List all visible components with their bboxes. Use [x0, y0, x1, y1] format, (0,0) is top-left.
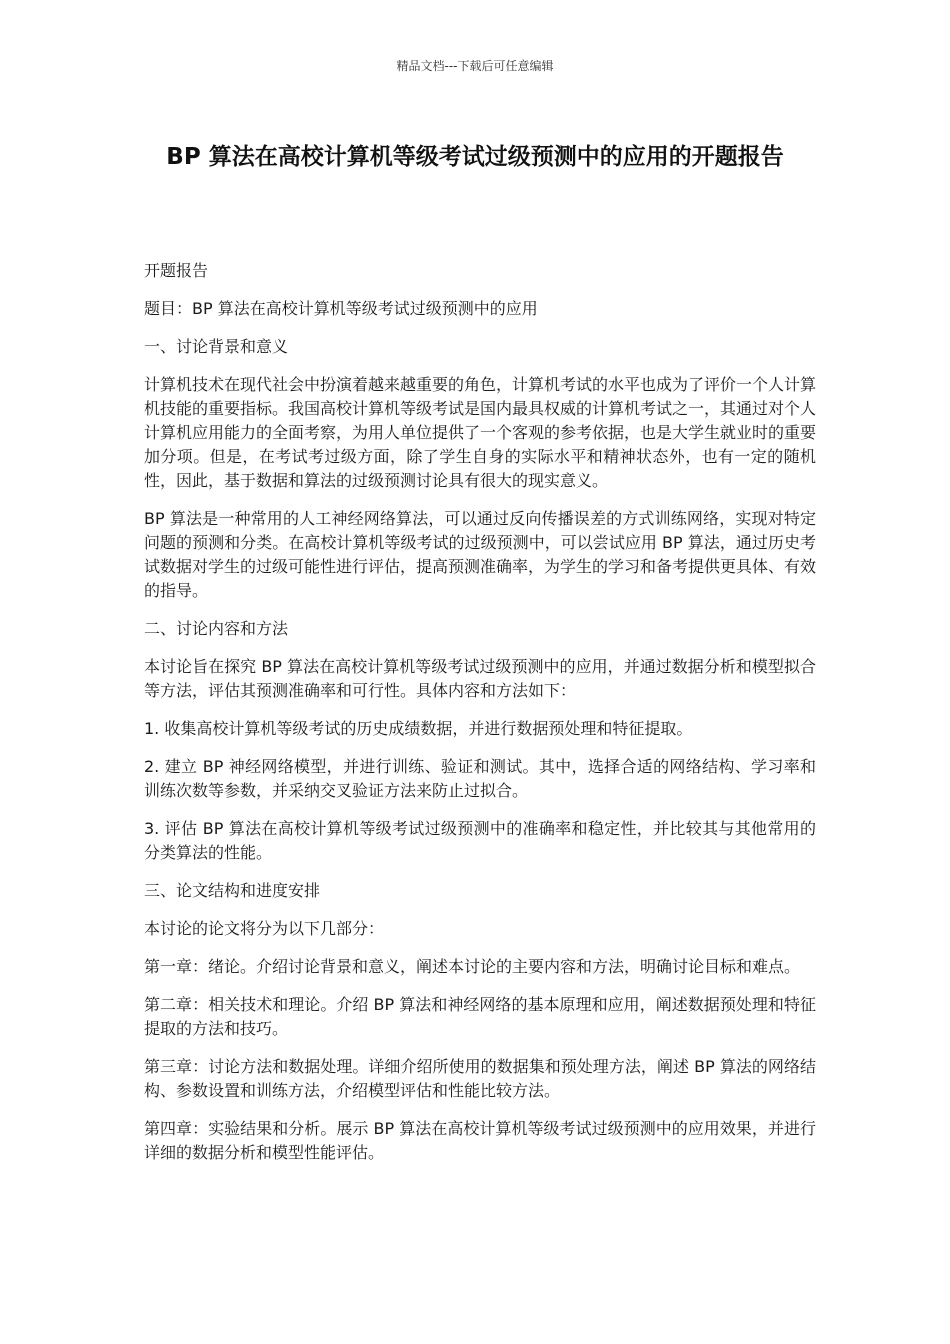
- document-body: [144, 259, 816, 1179]
- section-heading-structure-schedule: 三、论文结构和进度安排: [144, 881, 321, 900]
- page-header-note: 精品文档---下载后可任意编辑: [396, 59, 554, 73]
- heading-report-label: 开题报告: [144, 261, 209, 280]
- section-heading-content-methods: 二、讨论内容和方法: [144, 619, 289, 638]
- methods-intro-paragraph: 本讨论旨在探究 BP 算法在高校计算机等级考试过级预测中的应用，并通过数据分析和模型拟合等方法，评估其预测准确率和可行性。具体内容和方法如下：: [144, 657, 816, 700]
- background-paragraph-2: BP 算法是一种常用的人工神经网络算法，可以通过反向传播误差的方式训练网络，实现对特定问题的预测和分类。在高校计算机等级考试的过级预测中，可以尝试应用 BP 算法，通过历史考试数据对学生的过级可能性进行评估，提高预测准确率，为学生的学习和备考提供更具体、有效的指导。: [144, 509, 817, 600]
- topic-line: 题目：BP 算法在高校计算机等级考试过级预测中的应用: [144, 299, 538, 318]
- background-paragraph-1: 计算机技术在现代社会中扮演着越来越重要的角色，计算机考试的水平也成为了评价一个人计算机技能的重要指标。我国高校计算机等级考试是国内最具权威的计算机考试之一，其通过对个人计算机应用能力的全面考察，为用人单位提供了一个客观的参考依据，也是大学生就业时的重要加分项。但是，在考试考过级方面，除了学生自身的实际水平和精神状态外，也有一定的随机性，因此，基于数据和算法的过级预测讨论具有很大的现实意义。: [144, 375, 817, 490]
- chapter-4: 第四章：实验结果和分析。展示 BP 算法在高校计算机等级考试过级预测中的应用效果，并进行详细的数据分析和模型性能评估。: [144, 1119, 816, 1162]
- chapter-1: 第一章：绪论。介绍讨论背景和意义，阐述本讨论的主要内容和方法，明确讨论目标和难点。: [144, 957, 801, 976]
- structure-intro: 本讨论的论文将分为以下几部分：: [144, 919, 385, 938]
- document-title: BP 算法在高校计算机等级考试过级预测中的应用的开题报告: [166, 144, 784, 170]
- method-item-1: 1. 收集高校计算机等级考试的历史成绩数据，并进行数据预处理和特征提取。: [144, 719, 693, 738]
- chapter-3: 第三章：讨论方法和数据处理。详细介绍所使用的数据集和预处理方法，阐述 BP 算法的网络结构、参数设置和训练方法，介绍模型评估和性能比较方法。: [144, 1057, 816, 1100]
- method-item-2: 2. 建立 BP 神经网络模型，并进行训练、验证和测试。其中，选择合适的网络结构、学习率和训练次数等参数，并采纳交叉验证方法来防止过拟合。: [144, 757, 816, 800]
- section-heading-background: 一、讨论背景和意义: [144, 337, 289, 356]
- method-item-3: 3. 评估 BP 算法在高校计算机等级考试过级预测中的准确率和稳定性，并比较其与其他常用的分类算法的性能。: [144, 819, 816, 862]
- chapter-2: 第二章：相关技术和理论。介绍 BP 算法和神经网络的基本原理和应用，阐述数据预处理和特征提取的方法和技巧。: [144, 995, 816, 1038]
